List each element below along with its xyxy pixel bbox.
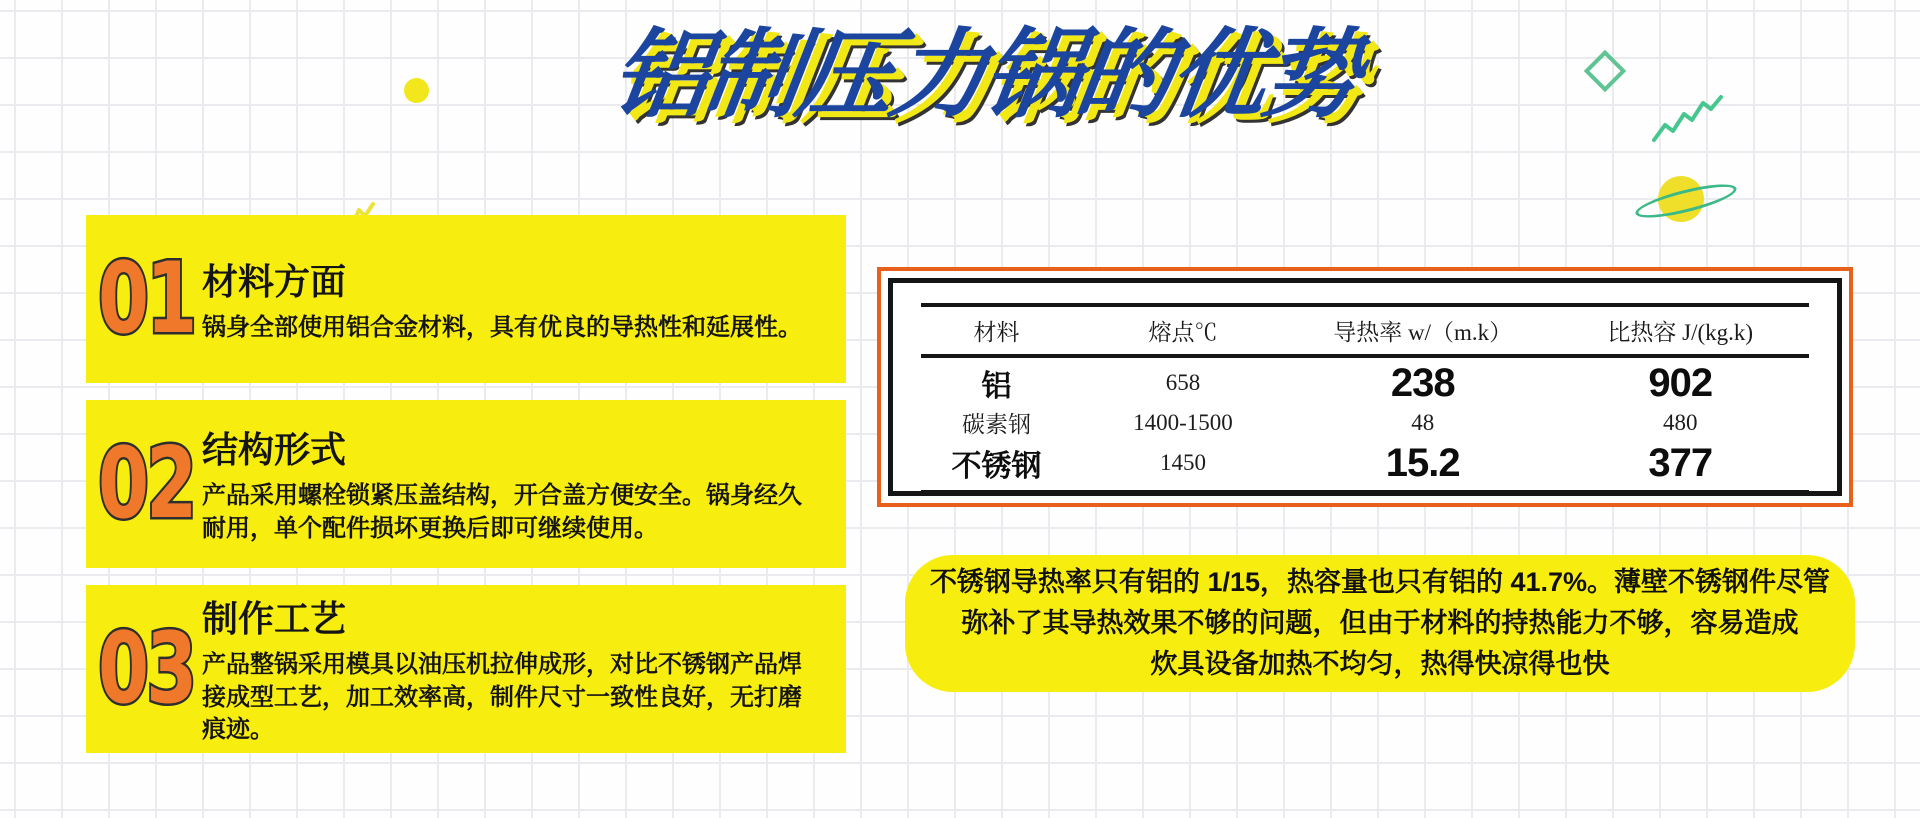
point-body: 锅身全部使用铝合金材料，具有优良的导热性和延展性。: [202, 313, 802, 341]
point-number: 01: [98, 242, 195, 356]
cell-material: 不锈钢: [951, 450, 1042, 483]
point-text-block: [202, 422, 820, 545]
point-number: 02: [98, 427, 195, 541]
table-row: [921, 360, 1809, 406]
note-line: 弥补了其导热效果不够的问题，但由于材料的持热能力不够，容易造成: [961, 607, 1799, 638]
yellow-dot-decoration: [404, 78, 429, 103]
point-heading: 材料方面: [202, 260, 347, 302]
cell-conductivity: 48: [1411, 409, 1435, 435]
green-squiggle-icon: [1652, 94, 1724, 144]
table-frame: [888, 278, 1842, 496]
point-card-structure: [86, 400, 846, 568]
point-body: 产品采用螺栓锁紧压盖结构，开合盖方便安全。锅身经久耐用，单个配件损坏更换后即可继续使用。: [202, 482, 802, 542]
cell-conductivity: 15.2: [1385, 440, 1460, 485]
cell-conductivity: 238: [1390, 360, 1455, 405]
column-header-material: 材料: [973, 320, 1020, 345]
column-header-conductivity: 导热率 w/（m.k）: [1333, 320, 1513, 345]
comparison-note: [905, 555, 1855, 692]
page-title: 铝制压力锅的优势: [604, 20, 1364, 129]
cell-heat-capacity: 902: [1648, 360, 1713, 405]
note-line: 炊具设备加热不均匀，热得快凉得也快: [1150, 649, 1610, 680]
planet-icon: [1634, 168, 1746, 238]
column-header-melting-point: 熔点℃: [1148, 320, 1218, 345]
cell-heat-capacity: 480: [1662, 409, 1698, 435]
point-card-craft: [86, 585, 846, 753]
cell-melting-point: 658: [1165, 370, 1201, 395]
table-header-row: [921, 303, 1809, 358]
cell-melting-point: 1400-1500: [1133, 409, 1233, 435]
point-text-block: [202, 254, 820, 345]
point-heading: 结构形式: [202, 429, 347, 471]
table-row: [921, 439, 1809, 487]
cell-material: 铝: [981, 370, 1012, 403]
table-row: [921, 406, 1809, 439]
point-body: 产品整锅采用模具以油压机拉伸成形，对比不锈钢产品焊接成型工艺，加工效率高，制件尺寸一致性良好，无打磨痕迹。: [202, 651, 802, 744]
material-properties-table: [877, 267, 1853, 507]
column-header-heat-capacity: 比热容 J/(kg.k): [1607, 320, 1754, 345]
point-text-block: [202, 591, 820, 747]
point-number: 03: [98, 612, 195, 726]
point-heading: 制作工艺: [202, 598, 347, 640]
cell-melting-point: 1450: [1159, 450, 1206, 475]
cell-heat-capacity: 377: [1648, 440, 1713, 485]
point-card-materials: [86, 215, 846, 383]
cell-material: 碳素钢: [961, 412, 1031, 437]
table-bottom-rule: [921, 490, 1809, 494]
note-line: 不锈钢导热率只有铝的 1/15，热容量也只有铝的 41.7%。薄壁不锈钢件尽管: [929, 566, 1831, 597]
green-diamond-icon: [1584, 50, 1626, 92]
